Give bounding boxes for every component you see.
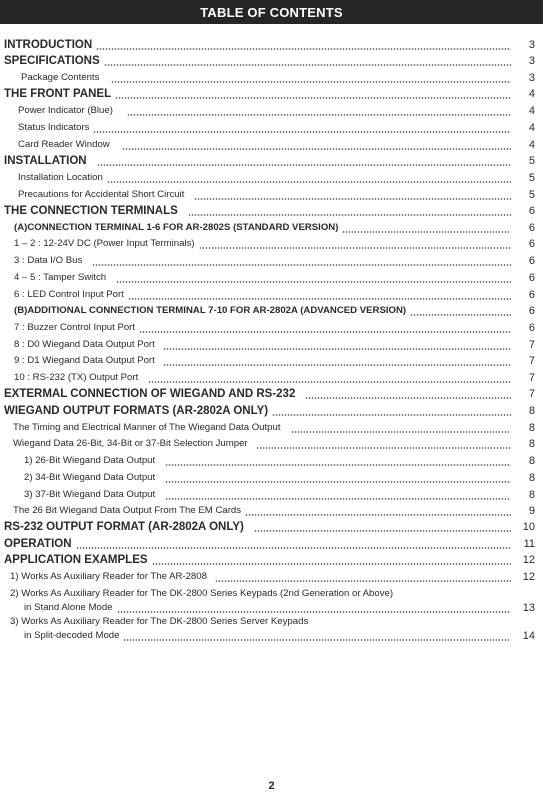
toc-entry-page: 7 <box>528 388 535 400</box>
toc-leader <box>165 456 511 466</box>
toc-leader <box>111 73 511 83</box>
toc-entry-page: 6 <box>528 289 535 301</box>
toc-leader <box>152 555 511 565</box>
toc-entry-title: 9 : D1 Wiegand Data Output Port <box>14 355 155 366</box>
toc-entry[interactable] <box>0 269 535 285</box>
toc-leader <box>291 423 511 433</box>
toc-entry[interactable] <box>0 535 535 551</box>
toc-entry[interactable] <box>0 419 535 435</box>
toc-entry-page: 13 <box>522 602 535 614</box>
toc-entry-page: 8 <box>528 472 535 484</box>
toc-entry[interactable] <box>0 152 535 168</box>
toc-entry-title: INSTALLATION <box>4 155 87 167</box>
toc-entry-title: 2) Works As Auxiliary Reader for The DK-2800 Series Keypads (2nd Generation or Above) <box>10 588 394 599</box>
toc-entry[interactable] <box>0 435 535 451</box>
toc-entry-title: SPECIFICATIONS <box>4 55 100 67</box>
toc-entry-title: 3) 37-Bit Wiegand Data Output <box>24 489 156 500</box>
toc-leader <box>194 190 511 200</box>
toc-entry[interactable] <box>0 119 535 135</box>
toc-entry-page: 5 <box>528 189 535 201</box>
toc-entry-title: (A)CONNECTION TERMINAL 1-6 FOR AR-2802S (STANDARD VERSION) <box>14 222 339 233</box>
toc-leader <box>245 506 511 516</box>
toc-entry-page: 7 <box>528 355 535 367</box>
toc-entry-title: 10 : RS-232 (TX) Output Port <box>14 372 139 383</box>
toc-entry-title: 1) Works As Auxiliary Reader for The AR-2808 <box>10 571 207 582</box>
toc-leader <box>163 340 511 350</box>
toc-entry[interactable] <box>0 452 535 468</box>
toc-entry-page: 8 <box>528 489 535 501</box>
toc-entry-title: WIEGAND OUTPUT FORMATS (AR-2802A ONLY) <box>4 405 269 417</box>
toc-entry[interactable] <box>0 286 535 302</box>
toc-leader <box>96 40 511 50</box>
toc-entry-page: 5 <box>528 172 535 184</box>
toc-entry[interactable] <box>0 85 535 101</box>
toc-entry-title: The Timing and Electrical Manner of The Wiegand Data Output <box>13 422 281 433</box>
toc-entry-page: 4 <box>528 88 535 100</box>
toc-entry-title: The 26 Bit Wiegand Data Output From The EM Cards <box>13 505 242 516</box>
toc-entry-title: 3) Works As Auxiliary Reader for The DK-2800 Series Server Keypads <box>10 616 309 627</box>
toc-entry-page: 3 <box>528 72 535 84</box>
toc-entry[interactable] <box>0 252 535 268</box>
toc-leader <box>256 439 511 449</box>
toc-entry[interactable] <box>0 599 535 615</box>
toc-entry[interactable] <box>0 568 535 584</box>
toc-entry-title: THE CONNECTION TERMINALS <box>4 205 178 217</box>
toc-leader <box>127 106 511 116</box>
toc-leader <box>148 373 511 383</box>
toc-entry-title: 6 : LED Control Input Port <box>14 289 124 300</box>
toc-leader <box>165 490 511 500</box>
toc-entry-page: 8 <box>528 455 535 467</box>
toc-entry-page: 3 <box>528 55 535 67</box>
toc-entry[interactable] <box>0 102 535 118</box>
toc-entry-title: INTRODUCTION <box>4 39 93 51</box>
toc-entry[interactable] <box>0 319 535 335</box>
toc-entry-page: 6 <box>528 255 535 267</box>
toc-leader <box>93 123 511 133</box>
toc-leader <box>215 572 511 582</box>
toc-entry-page: 4 <box>528 139 535 151</box>
toc-entry[interactable] <box>0 69 535 85</box>
toc-entry-title: Precautions for Accidental Short Circuit <box>18 189 185 200</box>
toc-leader <box>165 473 511 483</box>
toc-entry[interactable] <box>0 302 535 318</box>
toc-leader <box>117 603 511 613</box>
toc-entry-page: 6 <box>528 238 535 250</box>
toc-entry-page: 4 <box>528 122 535 134</box>
toc-entry[interactable] <box>0 627 535 643</box>
toc-entry-page: 6 <box>528 322 535 334</box>
toc-leader <box>342 223 511 233</box>
toc-entry-title: THE FRONT PANEL <box>4 88 112 100</box>
toc-entry-page: 5 <box>528 155 535 167</box>
toc-entry[interactable] <box>0 469 535 485</box>
toc-entry-title: 4 – 5 : Tamper Switch <box>14 272 107 283</box>
toc-entry-title: 1) 26-Bit Wiegand Data Output <box>24 455 156 466</box>
toc-entry[interactable] <box>0 36 535 52</box>
toc-entry[interactable] <box>0 235 535 251</box>
toc-entry-title: Installation Location <box>18 172 103 183</box>
toc-entry-continuation: in Stand Alone Mode <box>24 602 113 613</box>
toc-entry-page: 6 <box>528 222 535 234</box>
page-number: 2 <box>268 780 275 792</box>
toc-leader <box>123 631 511 641</box>
toc-entry-page: 7 <box>528 339 535 351</box>
toc-entry-title: Package Contents <box>21 72 100 83</box>
toc-entry-page: 6 <box>528 272 535 284</box>
toc-leader <box>128 290 511 300</box>
toc-leader <box>115 89 511 99</box>
toc-entry-page: 9 <box>528 505 535 517</box>
toc-leader <box>254 522 511 532</box>
toc-entry-title: OPERATION <box>4 538 72 550</box>
toc-entry-title: Status Indicators <box>18 122 90 133</box>
toc-entry[interactable] <box>0 551 535 567</box>
toc-leader <box>272 406 511 416</box>
toc-entry-page: 8 <box>528 422 535 434</box>
toc-entry-page: 11 <box>523 538 535 550</box>
toc-entry-page: 6 <box>528 305 535 317</box>
toc-entry[interactable] <box>0 352 535 368</box>
toc-leader <box>188 206 511 216</box>
toc-entry[interactable] <box>0 385 535 401</box>
toc-leader <box>107 173 511 183</box>
toc-entry[interactable] <box>0 202 535 218</box>
toc-entry-page: 14 <box>522 630 535 642</box>
toc-leader <box>97 156 511 166</box>
toc-entry-title: 2) 34-Bit Wiegand Data Output <box>24 472 156 483</box>
toc-entry-page: 7 <box>528 372 535 384</box>
toc-entry-page: 6 <box>528 205 535 217</box>
toc-header-title: TABLE OF CONTENTS <box>200 4 343 20</box>
toc-entry[interactable] <box>0 518 535 534</box>
toc-entry-page: 8 <box>528 405 535 417</box>
toc-leader <box>139 323 511 333</box>
toc-entry-title: Wiegand Data 26-Bit, 34-Bit or 37-Bit Selection Jumper <box>13 438 248 449</box>
toc-leader <box>76 539 511 549</box>
toc-entry[interactable] <box>0 502 535 518</box>
toc-entry[interactable] <box>0 219 535 235</box>
toc-entry[interactable] <box>0 186 535 202</box>
toc-entry-title: RS-232 OUTPUT FORMAT (AR-2802A ONLY) <box>4 521 244 533</box>
toc-entry-title: EXTERMAL CONNECTION OF WIEGAND AND RS-232 <box>4 388 296 400</box>
toc-entry[interactable] <box>0 169 535 185</box>
toc-entry-page: 4 <box>528 105 535 117</box>
toc-leader <box>410 306 511 316</box>
toc-leader <box>104 56 511 66</box>
toc-entry-title: 1 – 2 : 12-24V DC (Power Input Terminals) <box>14 238 195 249</box>
toc-leader <box>305 389 511 399</box>
toc-entry[interactable] <box>0 402 535 418</box>
toc-entry-page: 12 <box>522 571 535 583</box>
toc-entry-page: 12 <box>522 554 535 566</box>
toc-entry-title: 7 : Buzzer Control Input Port <box>14 322 136 333</box>
toc-entry-continuation: in Split-decoded Mode <box>24 630 120 641</box>
toc-entry-title: APPLICATION EXAMPLES <box>4 554 148 566</box>
toc-entry[interactable] <box>0 369 535 385</box>
toc-leader <box>163 356 511 366</box>
toc-entry-title: Card Reader Window <box>18 139 110 150</box>
toc-entry[interactable] <box>0 486 535 502</box>
toc-leader <box>92 256 511 266</box>
toc-leader <box>122 140 511 150</box>
toc-entry-title: Power Indicator (Blue) <box>18 105 113 116</box>
toc-entry-page: 3 <box>528 39 535 51</box>
toc-entry-title: 8 : D0 Wiegand Data Output Port <box>14 339 155 350</box>
toc-entry-page: 8 <box>528 438 535 450</box>
toc-entry[interactable] <box>0 52 535 68</box>
toc-leader <box>199 239 511 249</box>
toc-leader <box>116 273 511 283</box>
toc-entry-title: 3 : Data I/O Bus <box>14 255 83 266</box>
toc-entry[interactable] <box>0 136 535 152</box>
toc-entry-title: (B)ADDITIONAL CONNECTION TERMINAL 7-10 FOR AR-2802A (ADVANCED VERSION) <box>14 305 407 316</box>
toc-entry[interactable] <box>0 336 535 352</box>
toc-entry-page: 10 <box>522 521 535 533</box>
toc-header <box>0 0 543 24</box>
